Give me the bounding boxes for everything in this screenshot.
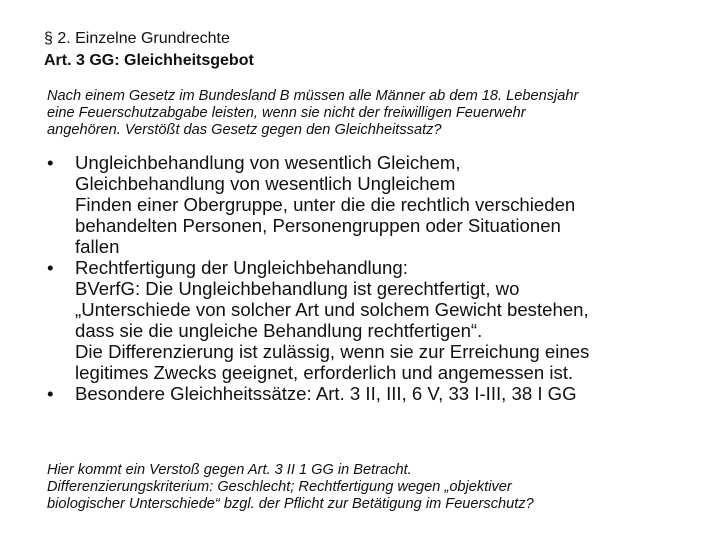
footer-line: biologischer Unterschiede“ bzgl. der Pflicht zur Betätigung im Feuerschutz? [47,496,534,512]
case-line: angehören. Verstößt das Gesetz gegen den Gleichheitssatz? [47,122,442,138]
bullet-item [47,257,697,383]
footer-line: Hier kommt ein Verstoß gegen Art. 3 II 1 GG in Betracht. [47,462,412,478]
bullet-list [47,152,697,404]
section-heading: § 2. Einzelne Grundrechte [44,30,230,47]
bullet-text: Besondere Gleichheitssätze: Art. 3 II, III, 6 V, 33 I-III, 38 I GG [75,383,577,404]
footer-text [47,462,687,513]
bullet-item [47,383,697,404]
footer-line: Differenzierungskriterium: Geschlecht; Rechtfertigung wegen „objektiver [47,479,512,495]
bullet-subtext: BVerfG: Die Ungleichbehandlung ist gerechtfertigt, wo [75,278,520,299]
case-line: eine Feuerschutzabgabe leisten, wenn sie nicht der freiwilligen Feuerwehr [47,105,526,121]
bullet-dot-icon: • [47,257,54,278]
case-line: Nach einem Gesetz im Bundesland B müssen alle Männer ab dem 18. Lebensjahr [47,88,579,104]
bullet-subtext: Finden einer Obergruppe, unter die die rechtlich verschieden [75,194,576,215]
bullet-text: Gleichbehandlung von wesentlich Ungleichem [75,173,456,194]
bullet-dot-icon: • [47,152,54,173]
case-text [47,88,687,139]
bullet-subtext: legitimes Zwecks geeignet, erforderlich und angemessen ist. [75,362,574,383]
header [44,28,254,72]
bullet-subtext: „Unterschiede von solcher Art und solchem Gewicht bestehen, [75,299,589,320]
bullet-text: Ungleichbehandlung von wesentlich Gleichem, [75,152,461,173]
bullet-subtext: behandelten Personen, Personengruppen oder Situationen [75,215,561,236]
bullet-subtext: Die Differenzierung ist zulässig, wenn sie zur Erreichung eines [75,341,590,362]
bullet-dot-icon: • [47,383,54,404]
bullet-text: Rechtfertigung der Ungleichbehandlung: [75,257,408,278]
bullet-subtext: fallen [75,236,120,257]
slide-title: Art. 3 GG: Gleichheitsgebot [44,52,254,69]
bullet-item [47,152,697,257]
bullet-subtext: dass sie die ungleiche Behandlung rechtfertigen“. [75,320,483,341]
